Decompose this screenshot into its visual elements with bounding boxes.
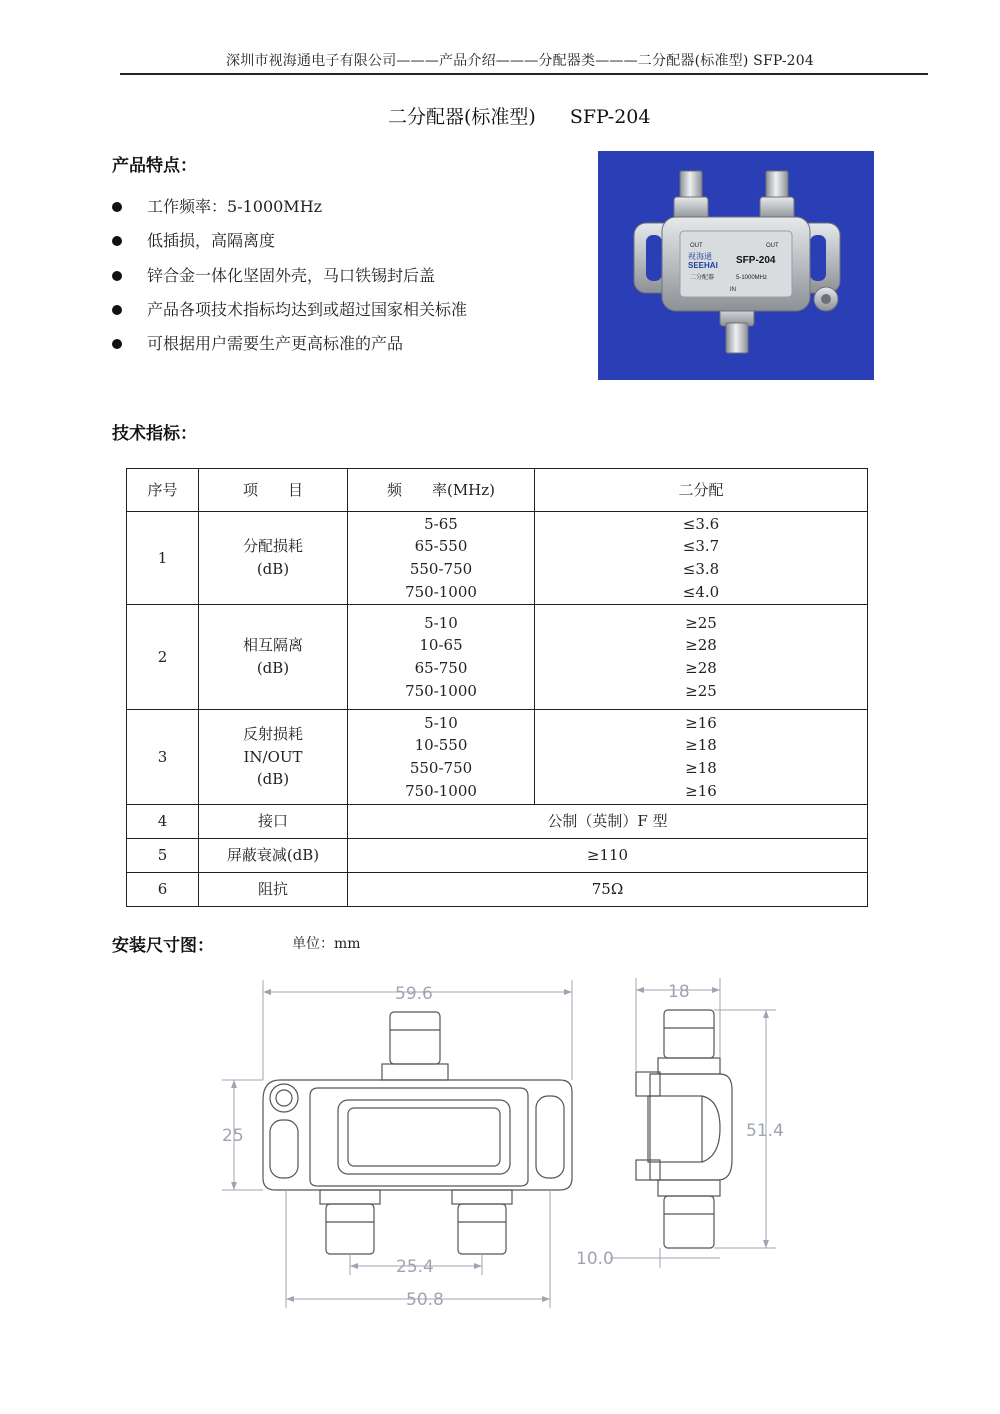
bullet-icon: [112, 271, 122, 281]
page-header: 深圳市视海通电子有限公司———产品介绍———分配器类———二分配器(标准型) SFP-204: [226, 53, 814, 69]
freq-line: 750-1000: [405, 781, 477, 800]
col-header: 序号: [127, 469, 199, 512]
value-line: ≥25: [685, 613, 717, 632]
value-line: ≥25: [685, 681, 717, 700]
col-header: 二分配: [535, 469, 868, 512]
freq-line: 550-750: [409, 560, 473, 578]
features-heading: 产品特点：: [112, 156, 197, 176]
freq-line: 5-10: [424, 613, 458, 632]
table-row: [127, 839, 868, 873]
item-line: 反射损耗: [242, 724, 303, 743]
row-number: 3: [127, 710, 199, 805]
bullet-icon: [112, 305, 122, 315]
row-number: 2: [127, 605, 199, 710]
spec-table: [126, 468, 868, 907]
row-freq: [348, 605, 535, 710]
freq-line: 10-65: [419, 636, 463, 655]
value-line: ≥16: [685, 713, 717, 732]
header-rule: [120, 73, 928, 75]
label-out-right: OUT: [766, 243, 779, 249]
item-line: (dB): [256, 560, 290, 578]
freq-line: 550-750: [409, 759, 473, 777]
row-item: 阻抗: [199, 873, 348, 907]
freq-line: 5-10: [424, 713, 458, 732]
feature-text: 工作频率：5-1000MHz: [147, 197, 323, 216]
feature-item: [112, 196, 467, 230]
freq-line: 750-1000: [405, 681, 477, 700]
col-header: 频 率(MHz): [348, 469, 535, 512]
product-photo: [598, 151, 874, 380]
col-header: 项 目: [199, 469, 348, 512]
dim-mount-spacing: 50.8: [406, 1290, 444, 1310]
row-item: [199, 512, 348, 605]
table-row: [127, 605, 868, 710]
label-out-left: OUT: [690, 243, 703, 249]
item-line: 分配损耗: [242, 537, 303, 556]
dim-side-offset: 10.0: [576, 1249, 614, 1269]
row-value: [535, 512, 868, 605]
title-model: SFP-204: [569, 106, 651, 128]
row-number: 4: [127, 805, 199, 839]
feature-text: 锌合金一体化坚固外壳，马口铁锡封后盖: [147, 265, 436, 285]
feature-text: 产品各项技术指标均达到或超过国家相关标准: [147, 299, 468, 319]
row-value: 75Ω: [348, 873, 868, 907]
row-number: 1: [127, 512, 199, 605]
feature-text: 低插损，高隔离度: [147, 231, 276, 251]
item-line: (dB): [256, 659, 290, 677]
bullet-icon: [112, 236, 122, 246]
value-line: ≤3.8: [682, 560, 720, 578]
table-row: [127, 710, 868, 805]
feature-text: 可根据用户需要生产更高标准的产品: [147, 334, 404, 354]
label-type: 二分配器: [690, 274, 715, 281]
bullet-icon: [112, 202, 122, 212]
freq-line: 5-65: [424, 514, 458, 533]
row-value: [535, 605, 868, 710]
label-brand-en: SEEHAI: [688, 261, 718, 270]
table-header-row: [127, 469, 868, 512]
row-value: [535, 710, 868, 805]
label-freq: 5-1000MHz: [736, 275, 768, 281]
title-name: 二分配器(标准型): [388, 106, 536, 128]
row-item: 屏蔽衰减(dB): [199, 839, 348, 873]
value-line: ≤3.7: [682, 537, 720, 556]
feature-item: [112, 299, 467, 333]
label-in: IN: [730, 287, 736, 293]
value-line: ≥28: [685, 636, 717, 655]
label-model: SFP-204: [736, 255, 776, 266]
value-line: ≥28: [685, 659, 717, 677]
specs-heading: 技术指标：: [112, 424, 197, 444]
value-line: ≤3.6: [682, 514, 720, 533]
front-view-drawing: [200, 965, 600, 1315]
row-value: ≥110: [348, 839, 868, 873]
row-item: 接口: [199, 805, 348, 839]
feature-item: [112, 333, 467, 367]
freq-line: 65-550: [414, 537, 468, 556]
label-brand-cn: 视海通: [688, 252, 712, 261]
item-line: 相互隔离: [242, 636, 303, 655]
row-item: [199, 710, 348, 805]
unit-label: 单位：mm: [292, 936, 361, 952]
row-freq: [348, 710, 535, 805]
row-number: 6: [127, 873, 199, 907]
value-line: ≥16: [685, 781, 717, 800]
item-line: (dB): [256, 770, 290, 789]
freq-line: 65-750: [414, 659, 468, 677]
dim-side-height: 51.4: [746, 1121, 784, 1141]
freq-line: 10-550: [414, 736, 468, 755]
feature-item: [112, 265, 467, 299]
side-view-drawing: [570, 965, 800, 1285]
bullet-icon: [112, 339, 122, 349]
dim-port-spacing: 25.4: [396, 1257, 434, 1277]
row-freq: [348, 512, 535, 605]
table-row: [127, 873, 868, 907]
dim-front-width: 59.6: [395, 984, 433, 1004]
row-number: 5: [127, 839, 199, 873]
table-row: [127, 805, 868, 839]
item-line: IN/OUT: [243, 747, 303, 766]
table-row: [127, 512, 868, 605]
row-item: [199, 605, 348, 710]
install-heading: 安装尺寸图：: [112, 936, 214, 956]
dim-side-width: 18: [668, 982, 690, 1002]
value-line: ≥18: [685, 736, 717, 755]
value-line: ≥18: [685, 759, 717, 777]
freq-line: 750-1000: [405, 582, 477, 601]
feature-item: [112, 230, 467, 264]
page-title: [388, 102, 650, 129]
row-value: 公制（英制）F 型: [348, 805, 868, 839]
dim-front-height: 25: [222, 1126, 244, 1146]
features-list: [112, 196, 467, 367]
value-line: ≤4.0: [682, 582, 720, 601]
